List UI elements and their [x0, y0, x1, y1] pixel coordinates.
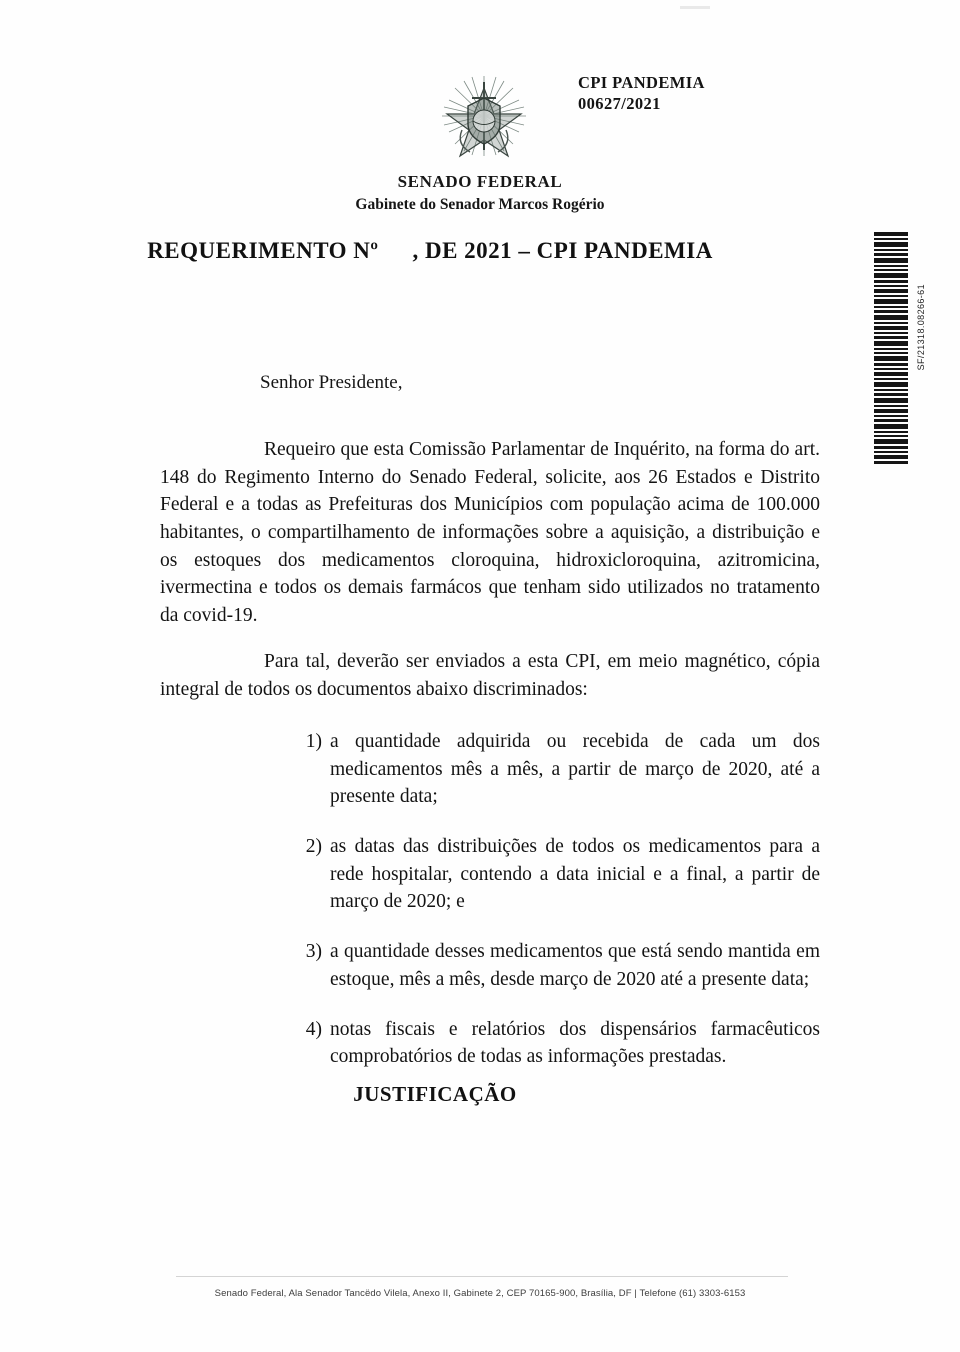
paragraph-2: Para tal, deverão ser enviados a esta CPI, em meio magnético, cópia integral de todos os documentos abaixo discriminados:: [160, 650, 820, 700]
organization-office: Gabinete do Senador Marcos Rogério: [355, 196, 605, 213]
document-header: [0, 64, 960, 224]
barcode-bars-icon: [874, 232, 908, 464]
list-item: [288, 728, 820, 811]
list-item: [288, 833, 820, 916]
list-item: [288, 1016, 820, 1071]
list-item-number: 1): [305, 731, 322, 752]
scan-artifact: [680, 6, 710, 9]
organization-block: [0, 172, 960, 214]
document-body: [160, 372, 820, 715]
requested-documents-list: [288, 728, 820, 1093]
page-title: [0, 238, 860, 264]
justification-heading: JUSTIFICAÇÃO: [353, 1082, 517, 1106]
barcode: [874, 232, 924, 464]
cpi-reference: [578, 72, 898, 114]
page-title-suffix: , DE 2021 – CPI PANDEMIA: [412, 238, 713, 263]
list-item: [288, 938, 820, 993]
list-item-number: 2): [305, 836, 322, 858]
list-item-number: 4): [305, 1018, 322, 1040]
list-item-text: as datas das distribuições de todos os medicamentos para a rede hospitalar, contendo a data inicial e a final, a partir de março de 2020; e: [330, 836, 820, 913]
list-item-number: 3): [305, 941, 322, 963]
footer-divider: [176, 1276, 788, 1277]
page-title-prefix: REQUERIMENTO Nº: [147, 238, 379, 263]
list-item-text: a quantidade desses medicamentos que está sendo mantida em estoque, mês a mês, desde março de 2020 até a presente data;: [330, 941, 820, 990]
cpi-number-label: 00627/2021: [578, 94, 661, 114]
list-item-text: a quantidade adquirida ou recebida de cada um dos medicamentos mês a mês, a partir de março de 2020, até a presente data;: [330, 731, 820, 808]
cpi-commission-label: CPI PANDEMIA: [578, 73, 705, 92]
list-item-text: notas fiscais e relatórios dos dispensários farmacêuticos comprobatórios de todas as informações prestadas.: [330, 1018, 820, 1068]
barcode-label: SF/21318.08266-61: [916, 284, 926, 371]
footer-address: Senado Federal, Ala Senador Tancëdo Vilela, Anexo II, Gabinete 2, CEP 70165-900, Brasília, DF | Telefone (61) 3303-6153: [214, 1288, 746, 1299]
salutation: Senhor Presidente,: [260, 372, 403, 393]
organization-name: SENADO FEDERAL: [397, 172, 563, 191]
paragraph-1: Requeiro que esta Comissão Parlamentar de Inquérito, na forma do art. 148 do Regimento Interno do Senado Federal, solicite, aos 26 Estados e Distrito Federal e a todas as Prefeituras dos Municípios com população acima de 100.000 habitantes, o compartilhamento de informações sobre a aquisição, a distribuição e os estoques dos medicamentos cloroquina, hidroxicloroquina, azitromicina, ivermectina e todos os demais farmácos que tenham sido utilizados no tratamento da covid-19.: [160, 439, 820, 627]
coat-of-arms-icon: [438, 74, 530, 158]
